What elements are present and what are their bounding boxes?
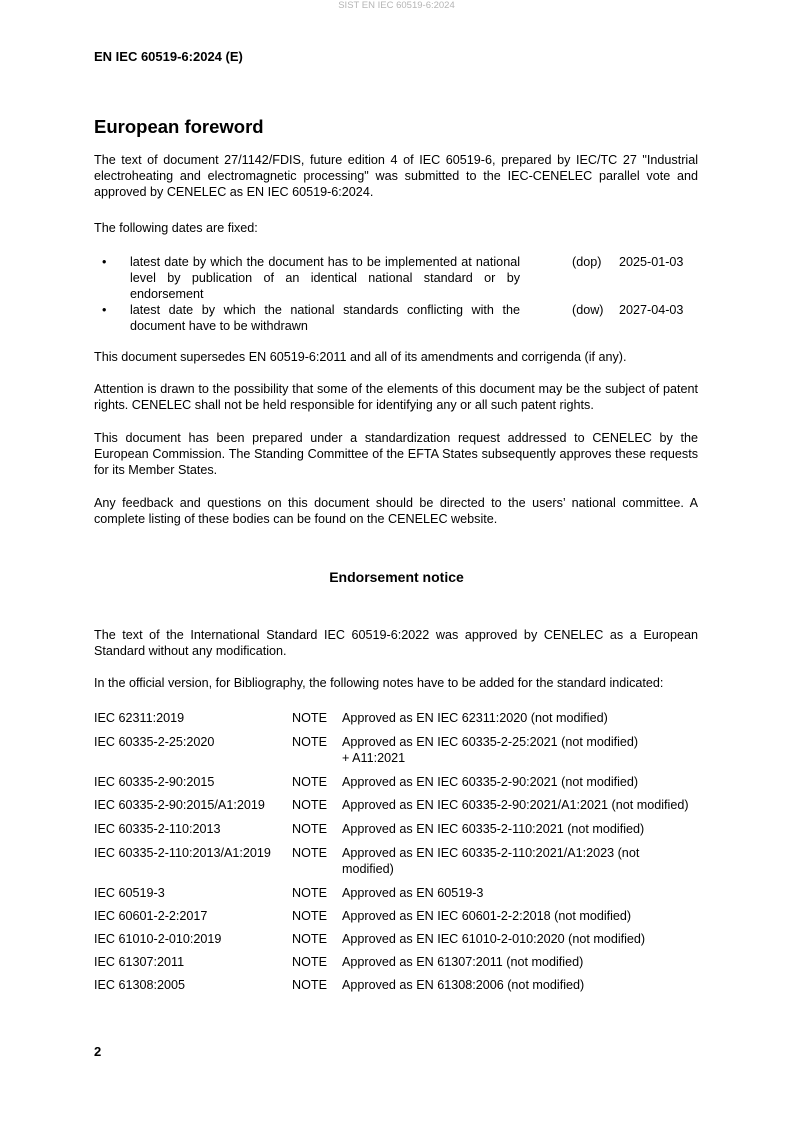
- endorsement-title: Endorsement notice: [329, 569, 464, 585]
- standard-ref: IEC 60335-2-90:2015/A1:2019: [94, 798, 265, 812]
- bullet-code: (dop): [572, 255, 602, 269]
- standard-ref: IEC 62311:2019: [94, 711, 185, 725]
- note-text: [342, 885, 714, 901]
- bullet-code: (dow): [572, 303, 604, 317]
- standard-ref: IEC 61010-2-010:2019: [94, 932, 222, 946]
- foreword-paragraph: Attention is drawn to the possibility that some of the elements of this document may be the subject of patent rights. CENELEC shall not be held responsible for identifying any or all such patent rights.: [94, 382, 698, 412]
- note-text: [342, 908, 714, 924]
- endorsement-paragraph: The text of the International Standard IEC 60519-6:2022 was approved by CENELEC as a European Standard without any modification.: [94, 628, 698, 658]
- note-text-line: Approved as EN IEC 60335-2-110:2021 (not modified): [342, 822, 645, 836]
- note-label: NOTE: [292, 978, 327, 992]
- page-number: 2: [94, 1044, 102, 1059]
- bullet-icon: •: [102, 303, 107, 317]
- note-label: NOTE: [292, 735, 327, 749]
- note-text-line: Approved as EN IEC 60335-2-110:2021/A1:2023 (not: [342, 846, 640, 860]
- note-text: [342, 977, 714, 993]
- note-text-line: Approved as EN IEC 60335-2-90:2021 (not modified): [342, 775, 639, 789]
- note-label: NOTE: [292, 822, 327, 836]
- note-text: [342, 734, 714, 766]
- note-text-line: Approved as EN IEC 62311:2020 (not modified): [342, 711, 608, 725]
- note-label: NOTE: [292, 955, 327, 969]
- foreword-paragraph: Any feedback and questions on this document should be directed to the users’ national committee. A complete listing of these bodies can be found on the CENELEC website.: [94, 496, 698, 526]
- note-text-line: Approved as EN 61308:2006 (not modified): [342, 978, 585, 992]
- note-text-line: Approved as EN IEC 60601-2-2:2018 (not modified): [342, 909, 632, 923]
- note-label: NOTE: [292, 886, 327, 900]
- note-text-line: modified): [342, 862, 394, 876]
- note-text: [342, 797, 714, 813]
- standard-ref: IEC 60519-3: [94, 886, 165, 900]
- note-text: [342, 931, 714, 947]
- note-label: NOTE: [292, 711, 327, 725]
- foreword-paragraph: The text of document 27/1142/FDIS, future edition 4 of IEC 60519-6, prepared by IEC/TC 27 "Industrial electroheating and electromagnetic processing" was submitted to the IEC-CENELEC parallel vote and approved by CENELEC as EN IEC 60519-6:2024.: [94, 153, 698, 199]
- bullet-text: latest date by which the document has to be implemented at national level by publication of an identical national standard or by endorsement: [130, 255, 520, 301]
- standard-ref: IEC 60335-2-110:2013: [94, 822, 221, 836]
- standard-ref: IEC 60601-2-2:2017: [94, 909, 208, 923]
- document-header: EN IEC 60519-6:2024 (E): [94, 49, 243, 64]
- note-text: [342, 710, 714, 726]
- standard-ref: IEC 61307:2011: [94, 955, 185, 969]
- note-text-line: Approved as EN IEC 60335-2-90:2021/A1:2021 (not modified): [342, 798, 689, 812]
- bullet-date: 2025-01-03: [619, 255, 684, 269]
- note-label: NOTE: [292, 932, 327, 946]
- note-text: [342, 954, 714, 970]
- foreword-paragraph: The following dates are fixed:: [94, 221, 258, 235]
- note-text-line: Approved as EN 61307:2011 (not modified): [342, 955, 584, 969]
- note-text: [342, 774, 714, 790]
- note-label: NOTE: [292, 846, 327, 860]
- foreword-paragraph: This document supersedes EN 60519-6:2011 and all of its amendments and corrigenda (if any).: [94, 350, 627, 364]
- foreword-title: European foreword: [94, 116, 264, 137]
- note-text-line: + A11:2021: [342, 751, 406, 765]
- standard-ref: IEC 60335-2-90:2015: [94, 775, 215, 789]
- bullet-date: 2027-04-03: [619, 303, 684, 317]
- bullet-text: latest date by which the national standards conflicting with the document have to be withdrawn: [130, 303, 520, 333]
- standard-ref: IEC 60335-2-25:2020: [94, 735, 215, 749]
- note-text-line: Approved as EN IEC 60335-2-25:2021 (not modified): [342, 735, 639, 749]
- note-text-line: Approved as EN IEC 61010-2-010:2020 (not modified): [342, 932, 646, 946]
- note-label: NOTE: [292, 909, 327, 923]
- note-label: NOTE: [292, 775, 327, 789]
- note-text-line: Approved as EN 60519-3: [342, 886, 484, 900]
- standard-ref: IEC 61308:2005: [94, 978, 186, 992]
- note-label: NOTE: [292, 798, 327, 812]
- standard-ref: IEC 60335-2-110:2013/A1:2019: [94, 846, 271, 860]
- note-text: [342, 845, 714, 877]
- bullet-icon: •: [102, 255, 107, 269]
- watermark: SIST EN IEC 60519-6:2024: [338, 0, 455, 11]
- note-text: [342, 821, 714, 837]
- foreword-paragraph: This document has been prepared under a standardization request addressed to CENELEC by the European Commission. The Standing Committee of the EFTA States subsequently approves these requests for its Member States.: [94, 431, 698, 477]
- endorsement-paragraph: In the official version, for Bibliography, the following notes have to be added for the standard indicated:: [94, 676, 664, 690]
